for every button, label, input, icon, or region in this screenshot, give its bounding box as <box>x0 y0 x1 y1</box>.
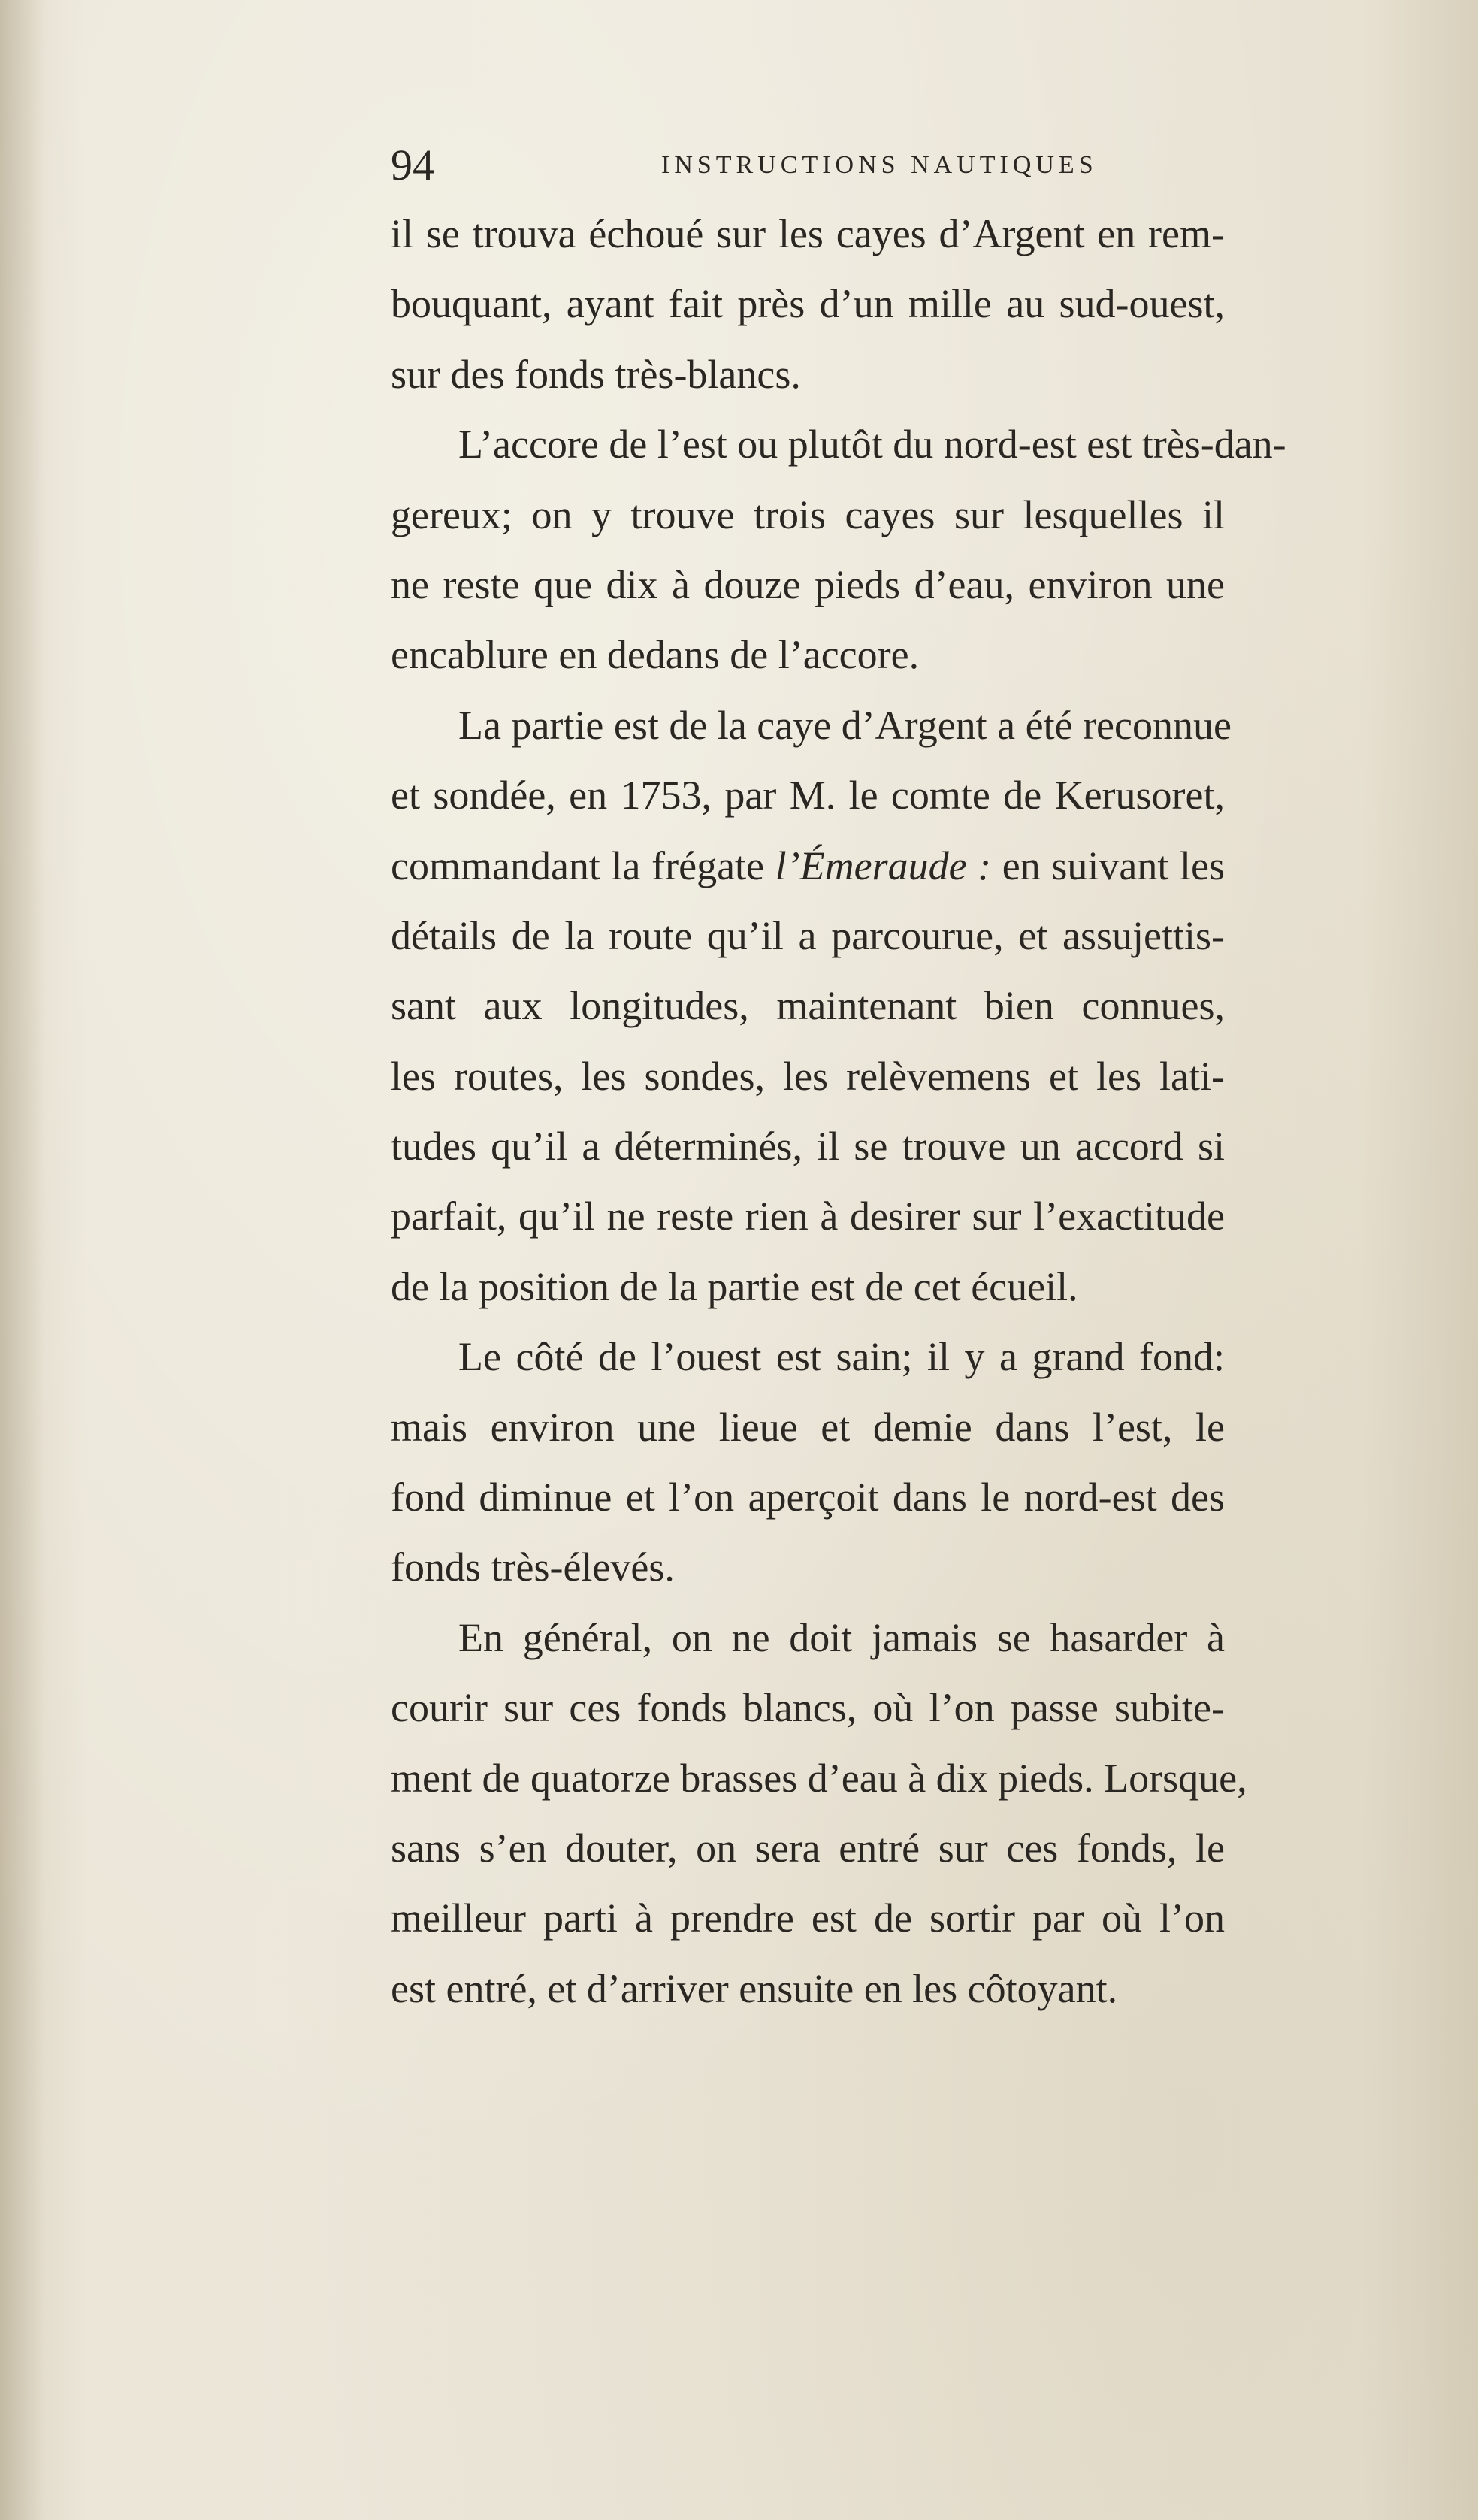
text-line: La partie est de la caye d’Argent a été reconnue <box>458 702 1232 748</box>
running-title: INSTRUCTIONS NAUTIQUES <box>661 151 1098 179</box>
text-line: ment de quatorze brasses d’eau à dix pieds. Lorsque, <box>391 1755 1247 1801</box>
text-line: parfait, qu’il ne reste rien à desirer sur l’exactitude <box>391 1193 1225 1239</box>
text-line: les routes, les sondes, les relèvemens et les lati- <box>391 1053 1225 1099</box>
text-line: Le côté de l’ouest est sain; il y a grand fond: <box>458 1334 1225 1380</box>
text-line: ne reste que dix à douze pieds d’eau, environ une <box>391 561 1225 607</box>
text-line: détails de la route qu’il a parcourue, et assujettis- <box>391 912 1225 958</box>
ship-name-italic: l’Émeraude : <box>775 843 992 888</box>
text-segment: en suivant les <box>991 843 1225 888</box>
text-line: et sondée, en 1753, par M. le comte de Kerusoret, <box>391 773 1225 818</box>
body-text <box>391 199 1286 2024</box>
text-line: sans s’en douter, on sera entré sur ces fonds, le <box>391 1825 1225 1871</box>
page-header <box>391 139 1225 192</box>
text-line: L’accore de l’est ou plutôt du nord-est est très-dan- <box>458 422 1286 467</box>
text-line: En général, on ne doit jamais se hasarder à <box>458 1614 1225 1660</box>
text-line: fonds très-élevés. <box>391 1544 675 1590</box>
text-line: il se trouva échoué sur les cayes d’Argent en rem- <box>391 211 1225 256</box>
text-line: fond diminue et l’on aperçoit dans le nord-est des <box>391 1475 1225 1520</box>
text-line: encablure en dedans de l’accore. <box>391 632 920 678</box>
text-segment: commandant la frégate <box>391 843 775 888</box>
text-line: mais environ une lieue et demie dans l’est, le <box>391 1404 1225 1450</box>
text-line: sant aux longitudes, maintenant bien connues, <box>391 983 1225 1029</box>
text-line: est entré, et d’arriver ensuite en les côtoyant. <box>391 1965 1118 2011</box>
page-edge-shadow <box>0 0 45 2520</box>
text-line: de la position de la partie est de cet écueil. <box>391 1263 1078 1309</box>
text-line: meilleur parti à prendre est de sortir par où l’on <box>391 1895 1225 1941</box>
text-line: gereux; on y trouve trois cayes sur lesquelles il <box>391 492 1225 537</box>
text-line-with-italic <box>391 831 1225 901</box>
text-line: bouquant, ayant fait près d’un mille au sud-ouest, <box>391 281 1225 327</box>
text-line: tudes qu’il a déterminés, il se trouve un accord si <box>391 1124 1225 1169</box>
page-number: 94 <box>391 141 434 189</box>
text-line: courir sur ces fonds blancs, où l’on passe subite- <box>391 1685 1225 1731</box>
text-line: sur des fonds très-blancs. <box>391 351 801 397</box>
